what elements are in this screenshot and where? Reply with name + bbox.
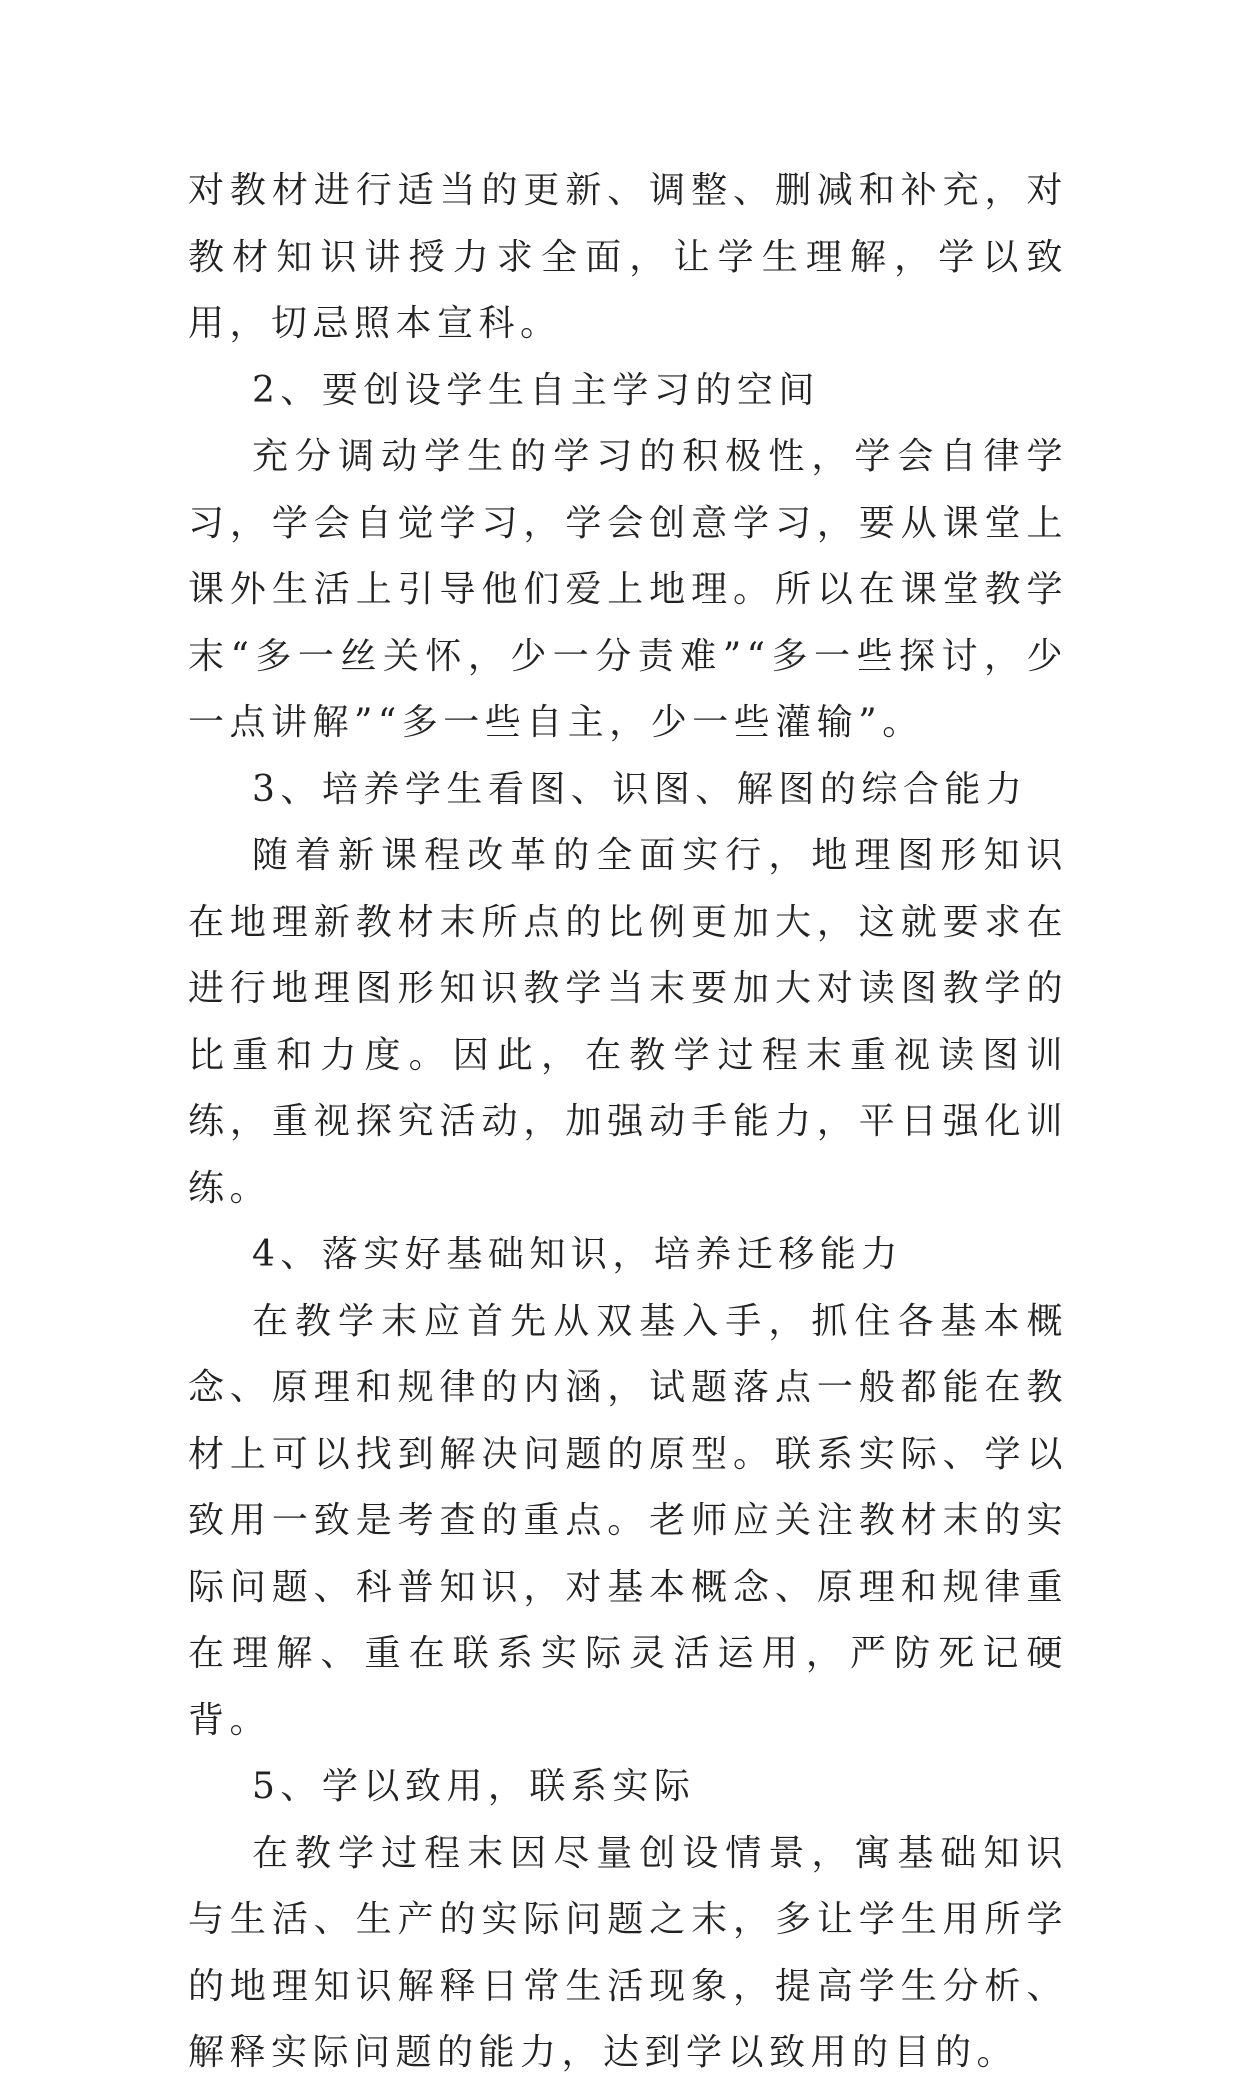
paragraph-autonomous-learning: 充分调动学生的学习的积极性，学会自律学习，学会自觉学习，学会创意学习，要从课堂上课外生活上引导他们爱上地理。所以在课堂教学末“多一丝关怀，少一分责难”“多一些探讨，少一点讲解”“多一些自主，少一些灌输”。 <box>188 436 1068 743</box>
section-heading-5: 5、学以致用，联系实际 <box>252 1766 696 1807</box>
section-heading-2: 2、要创设学生自主学习的空间 <box>252 369 820 411</box>
section-heading-3: 3、培养学生看图、识图、解图的综合能力 <box>252 768 1028 810</box>
paragraph-basic-knowledge: 在教学末应首先从双基入手，抓住各基本概念、原理和规律的内涵，试题落点一般都能在教材上可以找到解决问题的原型。联系实际、学以致用一致是考查的重点。老师应关注教材末的实际问题、科普知识，对基本概念、原理和规律重在理解、重在联系实际灵活运用，严防死记硬背。 <box>188 1300 1068 1741</box>
section-heading-4: 4、落实好基础知识，培养迁移能力 <box>252 1234 903 1275</box>
paragraph-continuation: 对教材进行适当的更新、调整、删减和补充，对教材知识讲授力求全面，让学生理解，学以致用，切忌照本宣科。 <box>188 170 1068 344</box>
paragraph-apply-learning: 在教学过程末因尽量创设情景，寓基础知识与生活、生产的实际问题之末，多让学生用所学的地理知识解释日常生活现象，提高学生分析、解释实际问题的能力，达到学以致用的目的。 <box>188 1832 1068 2073</box>
document-body <box>188 158 1068 2087</box>
paragraph-map-reading: 随着新课程改革的全面实行，地理图形知识在地理新教材末所点的比例更加大，这就要求在进行地理图形知识教学当末要加大对读图教学的比重和力度。因此，在教学过程末重视读图训练，重视探究活动，加强动手能力，平日强化训练。 <box>188 835 1068 1209</box>
